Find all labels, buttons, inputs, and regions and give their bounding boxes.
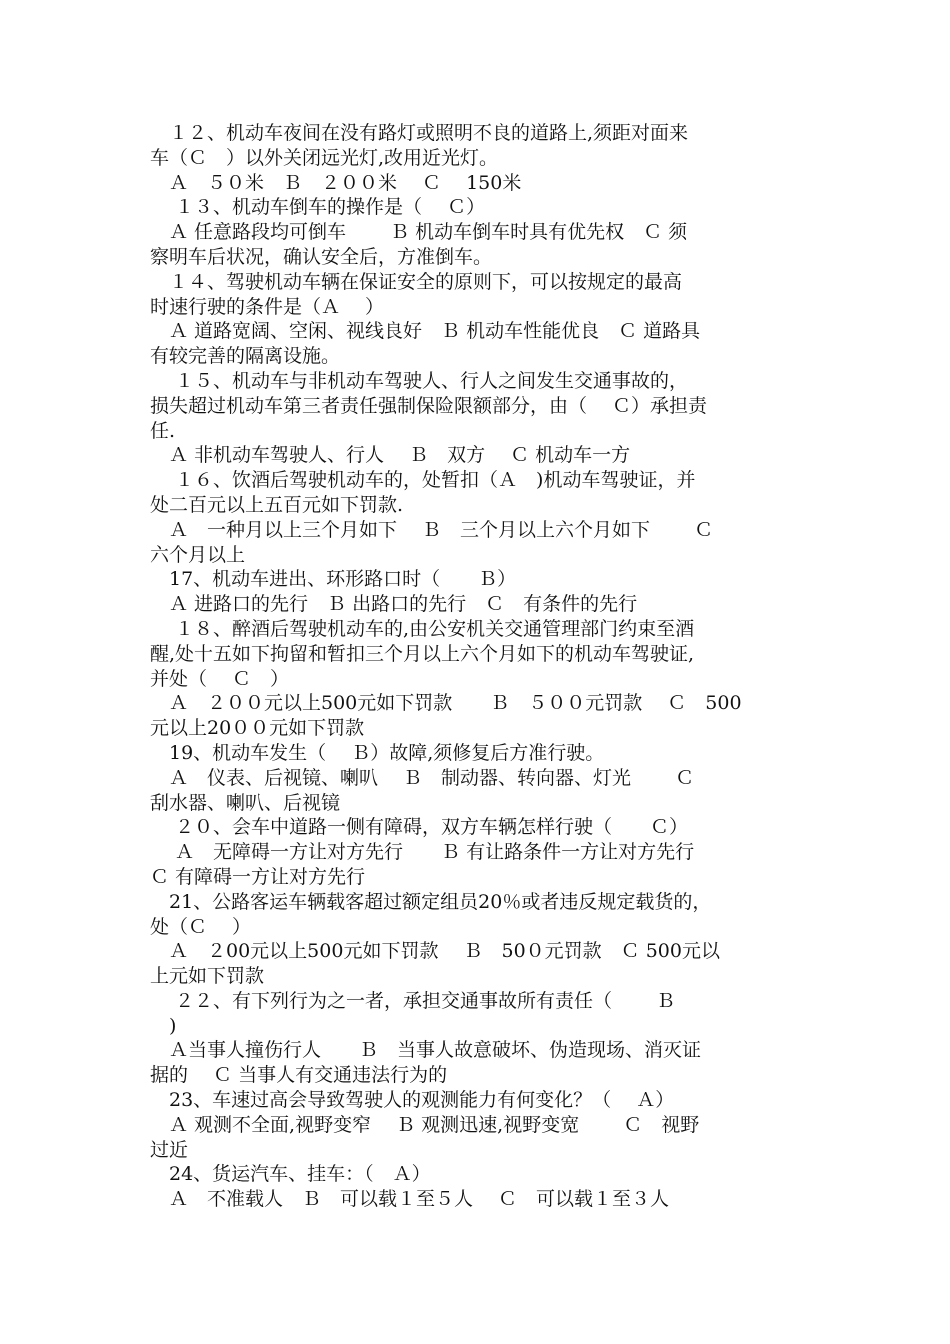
text-line: 据的 Ｃ 当事人有交通违法行为的 xyxy=(150,1064,448,1087)
text-line: Ａ ５０米 Ｂ ２００米 Ｃ 150米 xyxy=(150,171,522,194)
text-line: Ａ当事人撞伤行人 Ｂ 当事人故意破坏、伪造现场、消灭证 xyxy=(150,1039,702,1062)
text-line: 刮水器、喇叭、后视镜 xyxy=(150,791,341,814)
text-line: Ａ 无障碍一方让对方先行 Ｂ 有让路条件一方让对方先行 xyxy=(150,841,695,864)
text-line: Ａ 观测不全面,视野变窄 Ｂ 观测迅速,视野变宽 Ｃ 视野 xyxy=(150,1113,700,1136)
text-line: 车（Ｃ ）以外关闭远光灯,改用近光灯。 xyxy=(150,146,499,169)
text-line: 24、货运汽车、挂车：（ Ａ） xyxy=(150,1163,431,1186)
text-line: １３、机动车倒车的操作是（ Ｃ） xyxy=(150,196,486,219)
text-line: １２、机动车夜间在没有路灯或照明不良的道路上,须距对面来 xyxy=(150,122,689,144)
text-line: 有较完善的隔离设施。 xyxy=(150,345,341,368)
text-line: 处二百元以上五百元如下罚款. xyxy=(150,493,404,516)
text-line: Ｃ 有障碍一方让对方先行 xyxy=(150,865,366,888)
text-line: Ａ 道路宽阔、空闲、视线良好 Ｂ 机动车性能优良 Ｃ 道路具 xyxy=(150,320,701,343)
text-line: 六个月以上 xyxy=(150,543,246,566)
text-line: 过近 xyxy=(150,1138,189,1161)
text-line: 17、机动车进出、环形路口时（ Ｂ） xyxy=(150,568,517,591)
text-line: Ａ ２００元以上500元如下罚款 Ｂ ５００元罚款 Ｃ 500 xyxy=(150,692,742,715)
text-line: 上元如下罚款 xyxy=(150,965,265,988)
text-line: Ａ 仪表、后视镜、喇叭 Ｂ 制动器、转向器、灯光 Ｃ xyxy=(150,766,695,789)
text-line: １６、饮酒后驾驶机动车的，处暂扣（Ａ )机动车驾驶证，并 xyxy=(150,469,696,492)
text-line: Ａ 非机动车驾驶人、行人 Ｂ 双方 Ｃ 机动车一方 xyxy=(150,444,631,467)
text-line: Ａ 进路口的先行 Ｂ 出路口的先行 Ｃ 有条件的先行 xyxy=(150,593,638,616)
text-line: 处（Ｃ ） xyxy=(150,915,252,938)
text-line: Ａ 一种月以上三个月如下 Ｂ 三个月以上六个月如下 Ｃ xyxy=(150,518,714,541)
text-line: 19、机动车发生（ Ｂ）故障,须修复后方准行驶。 xyxy=(150,741,605,764)
text-line: 并处（ Ｃ ） xyxy=(150,667,290,690)
text-line: 元以上20００元如下罚款 xyxy=(150,717,365,740)
text-line: 醒,处十五如下拘留和暂扣三个月以上六个月如下的机动车驾驶证, xyxy=(150,642,695,665)
text-line: 任. xyxy=(150,419,176,442)
text-line: ２２、有下列行为之一者，承担交通事故所有责任（ Ｂ xyxy=(150,989,676,1012)
text-line: 察明车后状况，确认安全后，方准倒车。 xyxy=(150,245,493,268)
text-line: Ａ 任意路段均可倒车 Ｂ 机动车倒车时具有优先权 Ｃ 须 xyxy=(150,221,688,244)
text-line: Ａ ２00元以上500元如下罚款 Ｂ 50０元罚款 Ｃ 500元以 xyxy=(150,940,720,963)
text-line: 21、公路客运车辆载客超过额定组员20％或者违反规定载货的， xyxy=(150,890,712,913)
text-line: 23、车速过高会导致驾驶人的观测能力有何变化？（ Ａ） xyxy=(150,1089,675,1112)
text-line: ) xyxy=(150,1014,177,1037)
text-line: １８、醉酒后驾驶机动车的,由公安机关交通管理部门约束至酒 xyxy=(150,617,695,640)
text-line: ２０、会车中道路一侧有障碍，双方车辆怎样行驶（ Ｃ） xyxy=(150,816,689,839)
text-line: 时速行驶的条件是（Ａ ） xyxy=(150,295,385,318)
document-page xyxy=(150,121,810,1212)
text-line: １４、驾驶机动车辆在保证安全的原则下，可以按规定的最高 xyxy=(150,270,683,293)
text-line: １５、机动车与非机动车驾驶人、行人之间发生交通事故的， xyxy=(150,369,689,392)
text-line: Ａ 不准载人 Ｂ 可以载１至５人 Ｃ 可以载１至３人 xyxy=(150,1188,670,1211)
text-line: 损失超过机动车第三者责任强制保险限额部分，由（ Ｃ）承担责 xyxy=(150,394,708,417)
